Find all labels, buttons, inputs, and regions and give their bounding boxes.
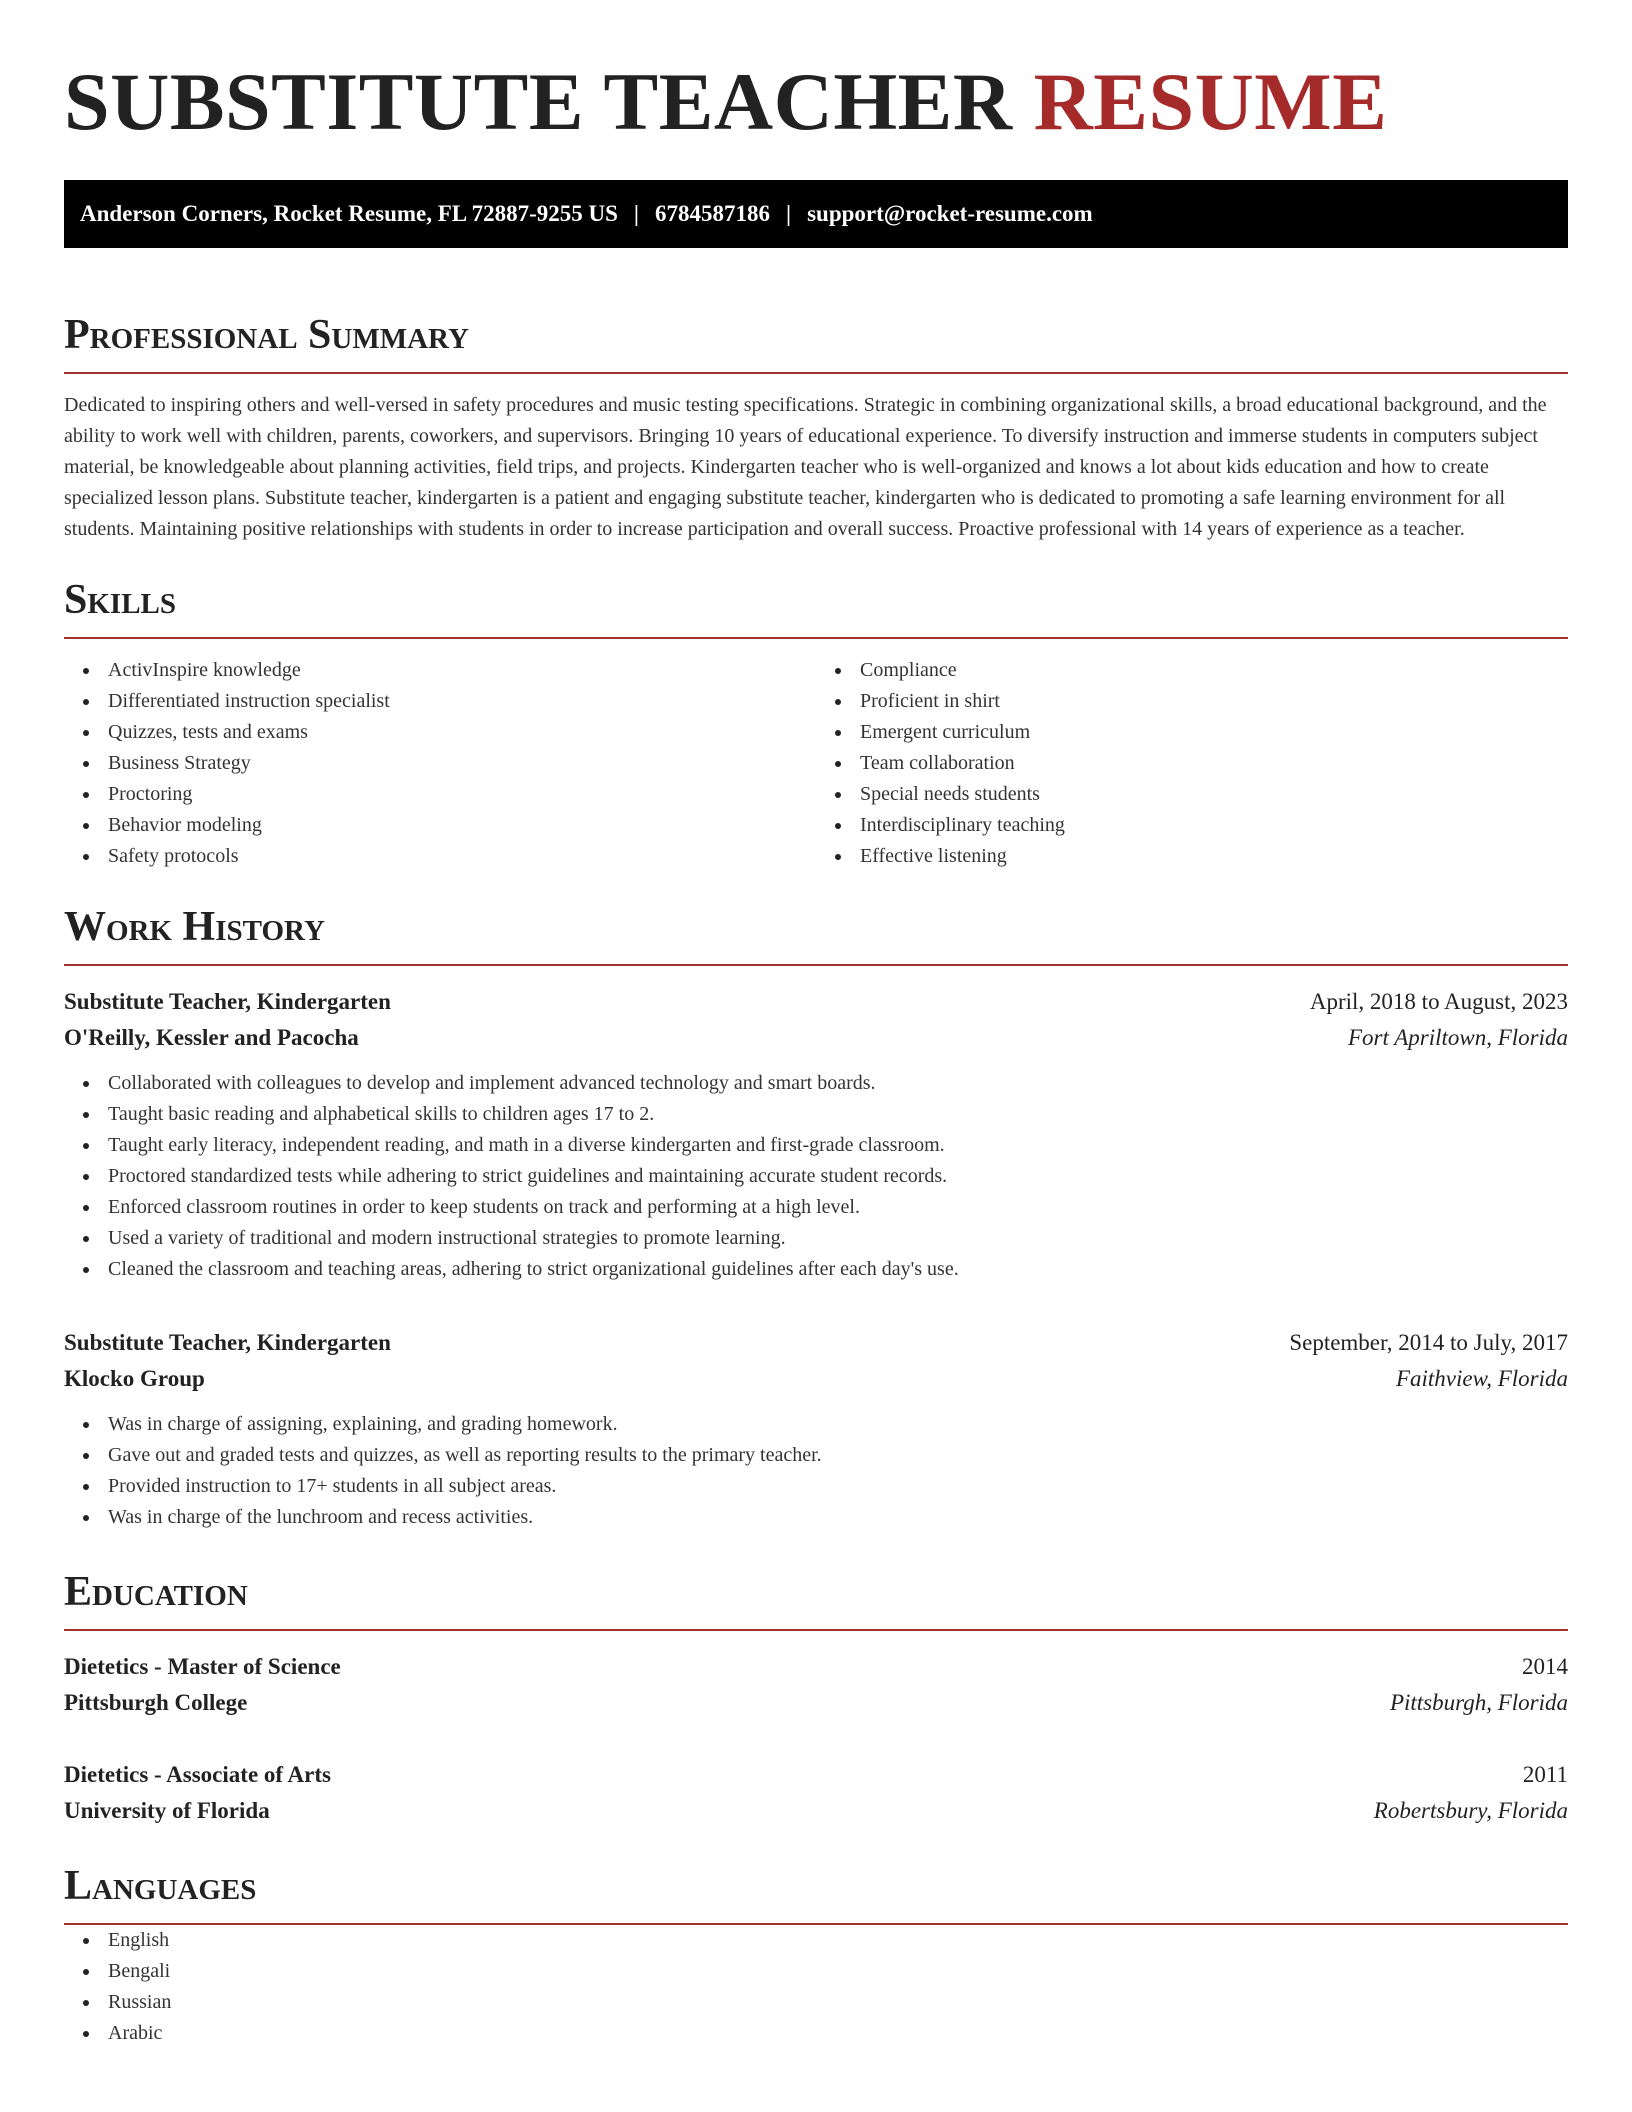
job-duty-item: Proctored standardized tests while adhering to strict guidelines and maintaining accurate student records. (64, 1161, 1568, 1192)
language-item: Bengali (64, 1956, 1568, 1987)
skill-item: Business Strategy (64, 748, 816, 779)
skill-item: Team collaboration (816, 748, 1568, 779)
job-duty-item: Taught basic reading and alphabetical skills to children ages 17 to 2. (64, 1099, 1568, 1130)
job-company-row (64, 1020, 1568, 1056)
skills-heading: Skills (64, 573, 1568, 639)
job-entry (64, 984, 1568, 1285)
job-entry (64, 1325, 1568, 1533)
job-duty-item: Taught early literacy, independent reading, and math in a diverse kindergarten and first-grade classroom. (64, 1130, 1568, 1161)
job-duty-item: Used a variety of traditional and modern instructional strategies to promote learning. (64, 1223, 1568, 1254)
education-entry (64, 1649, 1568, 1721)
language-item: Arabic (64, 2018, 1568, 2049)
languages-list (64, 1925, 1568, 2049)
language-item: Russian (64, 1987, 1568, 2018)
job-title: Substitute Teacher, Kindergarten (64, 1330, 391, 1355)
skill-item: Quizzes, tests and exams (64, 717, 816, 748)
job-duty-item: Gave out and graded tests and quizzes, as well as reporting results to the primary teacher. (64, 1440, 1568, 1471)
education-heading: Education (64, 1565, 1568, 1631)
contact-phone: 6784587186 (655, 201, 770, 226)
skills-column-right (816, 655, 1568, 872)
skill-item: Proctoring (64, 779, 816, 810)
summary-heading: Professional Summary (64, 308, 1568, 374)
job-duties (64, 1068, 1568, 1285)
skills-list-left (64, 655, 816, 872)
education-entry (64, 1757, 1568, 1829)
education-school: Pittsburgh College (64, 1690, 248, 1715)
job-duty-item: Cleaned the classroom and teaching areas, adhering to strict organizational guidelines after each day's use. (64, 1254, 1568, 1285)
education-year: 2011 (1522, 1762, 1568, 1787)
job-duty-item: Was in charge of assigning, explaining, and grading homework. (64, 1409, 1568, 1440)
job-dates: April, 2018 to August, 2023 (1309, 989, 1568, 1014)
education-year: 2014 (1522, 1654, 1568, 1679)
job-duty-item: Was in charge of the lunchroom and recess activities. (64, 1502, 1568, 1533)
education-degree-row (64, 1757, 1568, 1793)
skill-item: Emergent curriculum (816, 717, 1568, 748)
contact-address: Anderson Corners, Rocket Resume, FL 72887-9255 US (80, 201, 618, 226)
education-school: University of Florida (64, 1798, 270, 1823)
resume-title (64, 0, 1568, 152)
education-school-row (64, 1793, 1568, 1829)
skill-item: Behavior modeling (64, 810, 816, 841)
work-history-heading: Work History (64, 900, 1568, 966)
skill-item: Compliance (816, 655, 1568, 686)
education-degree: Dietetics - Master of Science (64, 1654, 341, 1679)
job-location: Faithview, Florida (1395, 1366, 1568, 1391)
skill-item: Safety protocols (64, 841, 816, 872)
title-accent: RESUME (1033, 56, 1388, 147)
job-title: Substitute Teacher, Kindergarten (64, 989, 391, 1014)
job-company: O'Reilly, Kessler and Pacocha (64, 1025, 359, 1050)
skills-column-left (64, 655, 816, 872)
job-duty-item: Provided instruction to 17+ students in all subject areas. (64, 1471, 1568, 1502)
skill-item: Differentiated instruction specialist (64, 686, 816, 717)
job-duty-item: Enforced classroom routines in order to keep students on track and performing at a high level. (64, 1192, 1568, 1223)
education-degree: Dietetics - Associate of Arts (64, 1762, 331, 1787)
skills-list-right (816, 655, 1568, 872)
job-company: Klocko Group (64, 1366, 205, 1391)
job-title-row (64, 1325, 1568, 1361)
contact-email: support@rocket-resume.com (807, 201, 1093, 226)
contact-bar (64, 180, 1568, 248)
title-main: SUBSTITUTE TEACHER (64, 56, 1013, 147)
skill-item: Proficient in shirt (816, 686, 1568, 717)
skills-grid (64, 655, 1568, 872)
job-dates: September, 2014 to July, 2017 (1289, 1330, 1568, 1355)
job-duties (64, 1409, 1568, 1533)
language-item: English (64, 1925, 1568, 1956)
skill-item: Interdisciplinary teaching (816, 810, 1568, 841)
languages-heading: Languages (64, 1859, 1568, 1925)
education-location: Robertsbury, Florida (1373, 1798, 1568, 1823)
education-school-row (64, 1685, 1568, 1721)
skill-item: Special needs students (816, 779, 1568, 810)
job-title-row (64, 984, 1568, 1020)
education-location: Pittsburgh, Florida (1389, 1690, 1568, 1715)
contact-separator: | (633, 201, 639, 226)
contact-separator: | (786, 201, 792, 226)
job-location: Fort Apriltown, Florida (1347, 1025, 1568, 1050)
summary-text: Dedicated to inspiring others and well-versed in safety procedures and music testing specifications. Strategic in combining organizational skills, a broad educational background, and the ability to work well with children, parents, coworkers, and supervisors. Bringing 10 years of educational experience. To diversify instruction and immerse students in computers subject material, be knowledgeable about planning activities, field trips, and projects. Kindergarten teacher who is well-organized and knows a lot about kids education and how to create specialized lesson plans. Substitute teacher, kindergarten is a patient and engaging substitute teacher, kindergarten who is dedicated to promoting a safe learning environment for all students. Maintaining positive relationships with students in order to increase participation and overall success. Proactive professional with 14 years of experience as a teacher. (64, 394, 1547, 540)
skill-item: Effective listening (816, 841, 1568, 872)
education-degree-row (64, 1649, 1568, 1685)
job-duty-item: Collaborated with colleagues to develop and implement advanced technology and smart boards. (64, 1068, 1568, 1099)
skill-item: ActivInspire knowledge (64, 655, 816, 686)
job-company-row (64, 1361, 1568, 1397)
